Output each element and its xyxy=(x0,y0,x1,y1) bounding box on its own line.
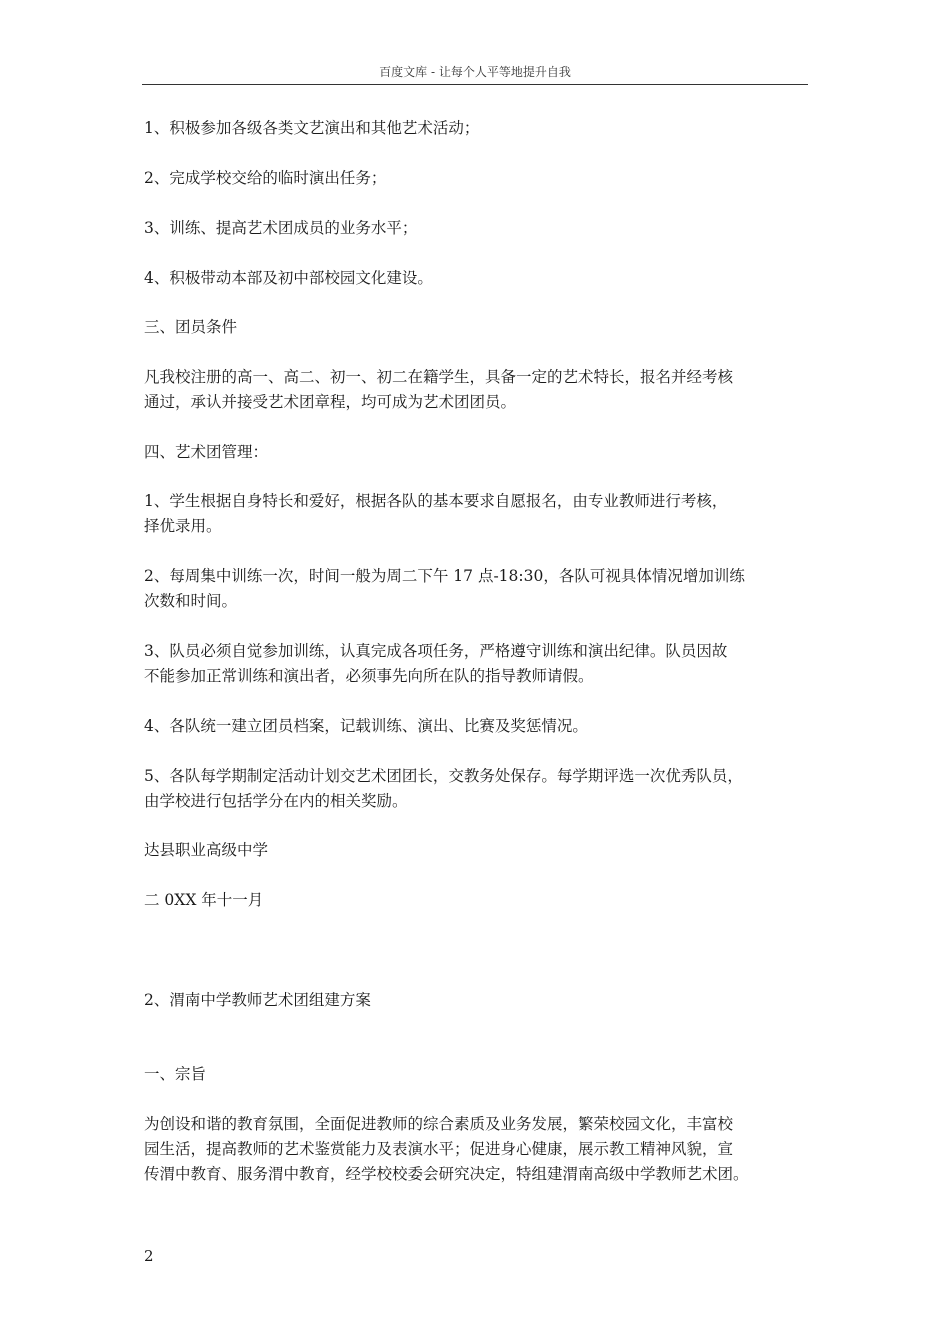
text-line: 凡我校注册的高一、高二、初一、初二在籍学生，具备一定的艺术特长，报名并经考核 xyxy=(144,368,734,386)
paragraph-purpose xyxy=(144,1112,812,1187)
paragraph-duty-4: 4、积极带动本部及初中部校园文化建设。 xyxy=(144,269,433,287)
text-line: 次数和时间。 xyxy=(144,592,238,610)
text-line: 由学校进行包括学分在内的相关奖励。 xyxy=(144,792,408,810)
paragraph-management-3 xyxy=(144,639,812,689)
text-line: 3、队员必须自觉参加训练，认真完成各项任务，严格遵守训练和演出纪律。队员因故 xyxy=(144,642,728,660)
text-line: 1、学生根据自身特长和爱好，根据各队的基本要求自愿报名，由专业教师进行考核， xyxy=(144,492,728,510)
page-number: 2 xyxy=(144,1247,154,1265)
heading-management: 四、艺术团管理： xyxy=(144,443,269,461)
paragraph-management-5 xyxy=(144,764,812,814)
paragraph-duty-1: 1、积极参加各级各类文艺演出和其他艺术活动； xyxy=(144,119,480,137)
school-signature: 达县职业高级中学 xyxy=(144,841,269,859)
document-date: 二 0XX 年十一月 xyxy=(144,891,264,909)
paragraph-duty-3: 3、训练、提高艺术团成员的业务水平； xyxy=(144,219,418,237)
paragraph-management-4: 4、各队统一建立团员档案，记载训练、演出、比赛及奖惩情况。 xyxy=(144,717,588,735)
paragraph-duty-2: 2、完成学校交给的临时演出任务； xyxy=(144,169,387,187)
section-2-title: 2、渭南中学教师艺术团组建方案 xyxy=(144,991,371,1009)
paragraph-management-1 xyxy=(144,489,812,539)
text-line: 为创设和谐的教育氛围，全面促进教师的综合素质及业务发展，繁荣校园文化，丰富校 xyxy=(144,1115,734,1133)
text-line: 2、每周集中训练一次，时间一般为周二下午 17 点-18:30，各队可视具体情况增加训练 xyxy=(144,567,745,585)
text-line: 不能参加正常训练和演出者，必须事先向所在队的指导教师请假。 xyxy=(144,667,594,685)
text-line: 传渭中教育、服务渭中教育，经学校校委会研究决定，特组建渭南高级中学教师艺术团。 xyxy=(144,1165,749,1183)
text-line: 择优录用。 xyxy=(144,517,222,535)
paragraph-management-2 xyxy=(144,564,812,614)
paragraph-member-requirements xyxy=(144,365,812,415)
heading-purpose: 一、宗旨 xyxy=(144,1065,207,1083)
page-header: 百度文库 - 让每个人平等地提升自我 xyxy=(142,64,808,85)
text-line: 通过，承认并接受艺术团章程，均可成为艺术团团员。 xyxy=(144,393,517,411)
text-line: 园生活，提高教师的艺术鉴赏能力及表演水平；促进身心健康，展示教工精神风貌，宣 xyxy=(144,1140,734,1158)
heading-member-requirements: 三、团员条件 xyxy=(144,318,238,336)
text-line: 5、各队每学期制定活动计划交艺术团团长，交教务处保存。每学期评选一次优秀队员， xyxy=(144,767,743,785)
